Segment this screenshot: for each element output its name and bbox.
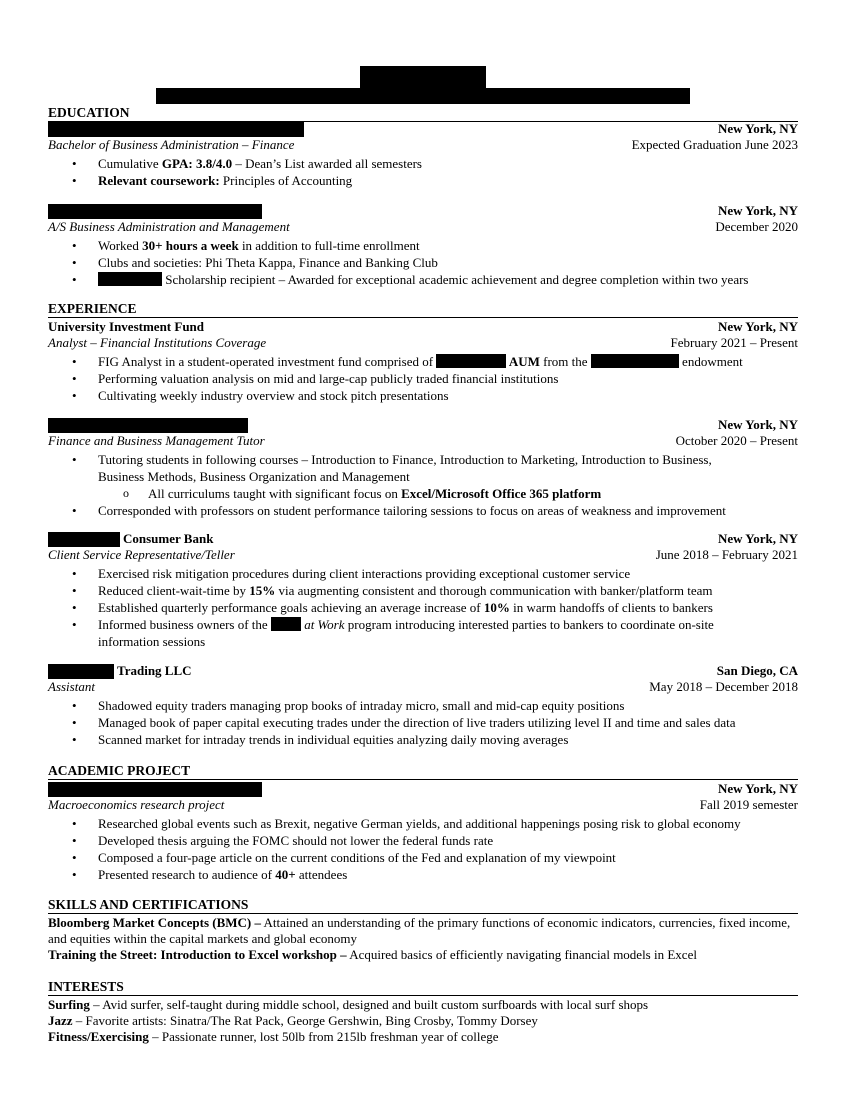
job4-date: May 2018 – December 2018 bbox=[649, 679, 798, 694]
list-item: • Scholarship recipient – Awarded for exceptional academic achievement and degree completion within two years bbox=[48, 271, 798, 288]
project-subheader bbox=[48, 797, 798, 813]
list-item: • Informed business owners of the at Work program introducing interested parties to bankers to coordinate on-site information sessions bbox=[48, 616, 798, 650]
list-item: • Shadowed equity traders managing prop books of intraday micro, small and mid-cap equity positions bbox=[48, 697, 798, 714]
school1-date: Expected Graduation June 2023 bbox=[631, 137, 798, 152]
school1-bullets bbox=[48, 155, 798, 189]
project-header bbox=[48, 781, 798, 797]
list-item: • Reduced client-wait-time by 15% via augmenting consistent and thorough communication with banker/platform team bbox=[48, 582, 798, 599]
job1-org: University Investment Fund bbox=[48, 319, 205, 334]
job2-subheader bbox=[48, 433, 798, 449]
experience-heading: EXPERIENCE bbox=[48, 301, 798, 318]
job1-header bbox=[48, 319, 798, 335]
school1-subheader bbox=[48, 137, 798, 153]
school1-degree: Bachelor of Business Administration – Finance bbox=[48, 137, 295, 152]
aum-redaction bbox=[436, 354, 506, 368]
job3-bullets bbox=[48, 565, 798, 650]
job2-bullets bbox=[48, 451, 798, 519]
project-date: Fall 2019 semester bbox=[699, 797, 798, 812]
job4-location: San Diego, CA bbox=[716, 663, 798, 678]
list-item: • Exercised risk mitigation procedures during client interactions providing exceptional customer service bbox=[48, 565, 798, 582]
list-item: • Researched global events such as Brexit, negative German yields, and additional happenings posing risk to global economy bbox=[48, 815, 798, 832]
program-redaction bbox=[271, 617, 301, 631]
contact-redaction bbox=[156, 88, 690, 104]
list-item: • Managed book of paper capital executing trades under the direction of live traders utilizing level II and time and sales data bbox=[48, 714, 798, 731]
list-item: • Performing valuation analysis on mid and large-cap publicly traded financial institutions bbox=[48, 370, 798, 387]
interest-surfing: Surfing – Avid surfer, self-taught during middle school, designed and built custom surfboards with local surf shops bbox=[48, 997, 649, 1012]
list-item: • Cumulative GPA: 3.8/4.0 – Dean’s List awarded all semesters bbox=[48, 155, 798, 172]
job3-location: New York, NY bbox=[717, 531, 798, 546]
skill-bmc: Bloomberg Market Concepts (BMC) – Attained an understanding of the primary functions of economic indicators, currencies, fixed income, and equities within the capital markets and global economy bbox=[48, 915, 791, 946]
skills-heading: SKILLS AND CERTIFICATIONS bbox=[48, 897, 798, 914]
job1-location: New York, NY bbox=[717, 319, 798, 334]
job3-role: Client Service Representative/Teller bbox=[48, 547, 235, 562]
job3-org: Consumer Bank bbox=[123, 531, 214, 546]
job3-date: June 2018 – February 2021 bbox=[655, 547, 798, 562]
list-item: • FIG Analyst in a student-operated investment fund comprised of AUM from the endowment bbox=[48, 353, 798, 370]
list-item: • Established quarterly performance goals achieving an average increase of 10% in warm handoffs of clients to bankers bbox=[48, 599, 798, 616]
list-item: • Cultivating weekly industry overview and stock pitch presentations bbox=[48, 387, 798, 404]
school2-date: December 2020 bbox=[715, 219, 798, 234]
school2-bullets bbox=[48, 237, 798, 288]
interest-fitness: Fitness/Exercising – Passionate runner, lost 50lb from 215lb freshman year of college bbox=[48, 1029, 499, 1044]
job2-header bbox=[48, 417, 798, 433]
job1-date: February 2021 – Present bbox=[670, 335, 798, 350]
job4-header bbox=[48, 663, 798, 679]
job2-role: Finance and Business Management Tutor bbox=[48, 433, 265, 448]
job1-role: Analyst – Financial Institutions Coverage bbox=[48, 335, 267, 350]
school2-degree: A/S Business Administration and Management bbox=[48, 219, 290, 234]
interests-heading: INTERESTS bbox=[48, 979, 798, 996]
list-item: • Worked 30+ hours a week in addition to full-time enrollment bbox=[48, 237, 798, 254]
list-item: • Relevant coursework: Principles of Accounting bbox=[48, 172, 798, 189]
school1-header bbox=[48, 121, 798, 137]
project-heading: ACADEMIC PROJECT bbox=[48, 763, 798, 780]
scholarship-redaction bbox=[98, 272, 162, 286]
education-heading: EDUCATION bbox=[48, 105, 798, 122]
job4-org: Trading LLC bbox=[117, 663, 192, 678]
job4-bullets bbox=[48, 697, 798, 748]
school2-header bbox=[48, 203, 798, 219]
list-item: • Composed a four-page article on the current conditions of the Fed and explanation of my viewpoint bbox=[48, 849, 798, 866]
job4-subheader bbox=[48, 679, 798, 695]
interest-jazz: Jazz – Favorite artists: Sinatra/The Rat Pack, George Gershwin, Bing Crosby, Tommy Dorsey bbox=[48, 1013, 538, 1028]
project-bullets bbox=[48, 815, 798, 883]
job4-role: Assistant bbox=[48, 679, 95, 694]
job2-location: New York, NY bbox=[717, 417, 798, 432]
job1-subheader bbox=[48, 335, 798, 351]
skill-excel: Training the Street: Introduction to Excel workshop – Acquired basics of efficiently navigating financial models in Excel bbox=[48, 947, 697, 962]
list-item: • Scanned market for intraday trends in individual equities analyzing daily moving averages bbox=[48, 731, 798, 748]
list-item: • Corresponded with professors on student performance tailoring sessions to focus on areas of weakness and improvement bbox=[48, 502, 798, 519]
project-role: Macroeconomics research project bbox=[48, 797, 225, 812]
job2-date: October 2020 – Present bbox=[675, 433, 798, 448]
name-redaction bbox=[360, 66, 486, 88]
list-item: • Clubs and societies: Phi Theta Kappa, Finance and Banking Club bbox=[48, 254, 798, 271]
project-location: New York, NY bbox=[717, 781, 798, 796]
list-item: • Tutoring students in following courses – Introduction to Finance, Introduction to Marketing, Introduction to Business, Business Methods, Business Organization and Management bbox=[48, 451, 798, 485]
job3-header bbox=[48, 531, 798, 547]
school2-location: New York, NY bbox=[717, 203, 798, 218]
school1-location: New York, NY bbox=[717, 121, 798, 136]
job1-bullets bbox=[48, 353, 798, 404]
list-item: • Presented research to audience of 40+ attendees bbox=[48, 866, 798, 883]
list-item: o All curriculums taught with significant focus on Excel/Microsoft Office 365 platform bbox=[48, 485, 798, 502]
school2-subheader bbox=[48, 219, 798, 235]
list-item: • Developed thesis arguing the FOMC should not lower the federal funds rate bbox=[48, 832, 798, 849]
endowment-redaction bbox=[591, 354, 679, 368]
job3-subheader bbox=[48, 547, 798, 563]
